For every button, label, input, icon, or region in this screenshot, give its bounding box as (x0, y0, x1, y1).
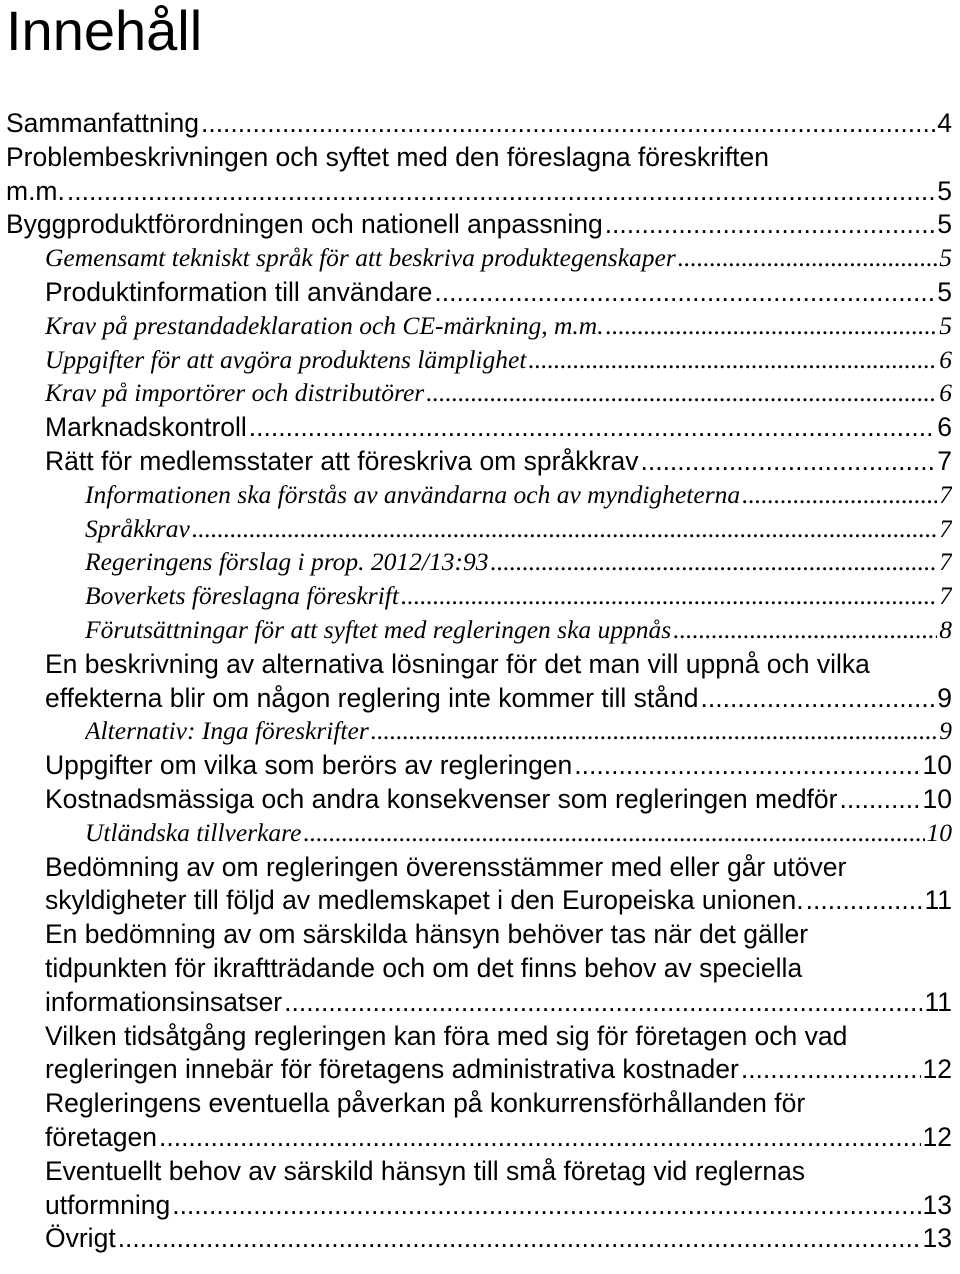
toc-entry[interactable] (85, 818, 952, 852)
toc-page-number: 7 (939, 479, 952, 509)
dot-leader (678, 243, 937, 273)
toc-line (85, 547, 952, 581)
toc-line (45, 1088, 952, 1122)
toc-entry[interactable] (85, 615, 952, 649)
toc-page-number: 9 (937, 682, 952, 713)
toc-entry-title: effekterna blir om någon reglering inte kommer till stånd (45, 682, 699, 713)
toc-page-number: 5 (937, 175, 952, 206)
toc-entry-title: En bedömning av om särskilda hänsyn behöver tas när det gäller (45, 919, 809, 950)
toc-entry-title: tidpunkten för ikraftträdande och om det finns behov av speciella (45, 952, 803, 983)
dot-leader (434, 277, 935, 308)
toc-entry[interactable] (45, 1088, 952, 1156)
dot-leader (118, 1223, 921, 1254)
dot-leader (605, 209, 936, 240)
toc-entry-title: företagen (45, 1121, 157, 1152)
toc-line (6, 176, 952, 210)
toc-line (45, 1021, 952, 1055)
toc-entry[interactable] (85, 581, 952, 615)
toc-entry[interactable] (45, 919, 952, 1020)
toc-line (85, 514, 952, 548)
toc-entry-title: Gemensamt tekniskt språk för att beskriva produktegenskaper (45, 243, 676, 273)
toc-page-number: 11 (924, 986, 952, 1017)
toc-page-number: 5 (937, 277, 952, 307)
toc-page-number: 9 (939, 716, 952, 746)
toc-entry[interactable] (45, 446, 952, 480)
toc-page-number: 11 (924, 885, 952, 916)
toc-line (45, 311, 952, 345)
toc-entry-title: Övrigt (45, 1223, 116, 1254)
toc-entry-title: Boverkets föreslagna föreskrift (85, 581, 399, 611)
toc-entry[interactable] (6, 142, 952, 210)
toc-line (45, 1156, 952, 1190)
toc-entry-title: Vilken tidsåtgång regleringen kan föra med sig för företagen och vad (45, 1020, 848, 1051)
toc-entry[interactable] (6, 108, 952, 142)
dot-leader (574, 750, 920, 781)
toc-entry[interactable] (85, 716, 952, 750)
dot-leader (606, 311, 938, 341)
toc-entry-title: Byggproduktförordningen och nationell anpassning (6, 209, 603, 240)
dot-leader (401, 581, 937, 611)
toc-line (45, 953, 952, 987)
toc-page-number: 13 (922, 1223, 952, 1254)
toc-page-number: 13 (922, 1189, 952, 1220)
toc-entry-title: Regeringens förslag i prop. 2012/13:93 (85, 547, 489, 577)
dot-leader (371, 716, 938, 746)
toc-page-number: 6 (939, 378, 952, 408)
dot-leader (303, 818, 924, 848)
toc-line (85, 480, 952, 514)
toc-entry-title: utformning (45, 1189, 171, 1220)
toc-line (45, 446, 952, 480)
toc-entry-title: Kostnadsmässiga och andra konsekvenser som regleringen medför (45, 784, 838, 814)
toc-page-number: 8 (939, 615, 952, 644)
dot-leader (159, 1122, 921, 1153)
toc-entry-title: Bedömning av om regleringen överensstämmer med eller går utöver (45, 851, 847, 882)
toc-entry-title: Förutsättningar för att syftet med regleringen ska uppnås (85, 615, 672, 644)
toc-line (45, 987, 952, 1021)
toc-line (45, 412, 952, 446)
toc-entry[interactable] (45, 649, 952, 717)
dot-leader (640, 446, 935, 477)
toc-entry[interactable] (45, 243, 952, 277)
toc-entry[interactable] (6, 209, 952, 243)
toc-entry-title: Problembeskrivningen och syftet med den föreslagna föreskriften (6, 141, 770, 172)
toc-line (45, 378, 952, 412)
toc-line (6, 209, 952, 243)
dot-leader (806, 885, 923, 916)
toc-page-number: 12 (922, 1121, 952, 1152)
toc-line (45, 919, 952, 953)
toc-entry-title: Produktinformation till användare (45, 277, 433, 307)
toc-entry-title: informationsinsatser (45, 986, 283, 1017)
toc-line (45, 1190, 952, 1224)
toc-line (85, 818, 952, 852)
toc-entry-title: Regleringens eventuella påverkan på konkurrensförhållanden för (45, 1088, 806, 1119)
dot-leader (701, 683, 936, 714)
toc-entry[interactable] (45, 784, 952, 818)
toc-line (45, 683, 952, 717)
toc-entry-title: Krav på importörer och distributörer (45, 378, 425, 408)
toc-line (45, 345, 952, 379)
toc-entry-title: Sammanfattning (6, 108, 199, 138)
toc-entry-title: Utländska tillverkare (85, 817, 302, 847)
toc-line (45, 1122, 952, 1156)
toc-entry[interactable] (85, 514, 952, 548)
toc-entry[interactable] (45, 412, 952, 446)
toc-line (45, 750, 952, 784)
toc-line (45, 1223, 952, 1257)
toc-page-number: 7 (939, 513, 952, 543)
toc-line (85, 716, 952, 750)
toc-page-number: 5 (939, 310, 952, 340)
toc-entry[interactable] (45, 311, 952, 345)
dot-leader (742, 480, 937, 510)
toc-page-number: 6 (937, 412, 952, 443)
toc-entry[interactable] (45, 277, 952, 311)
toc-entry[interactable] (45, 750, 952, 784)
dot-leader (528, 345, 937, 375)
dot-leader (426, 378, 937, 408)
dot-leader (673, 615, 937, 645)
dot-leader (249, 412, 935, 443)
toc-page-number: 5 (939, 243, 952, 273)
toc-page-number: 7 (939, 547, 952, 577)
toc-entry-title: m.m. (6, 175, 65, 206)
toc-page-number: 12 (922, 1054, 952, 1085)
toc-entry-title: Marknadskontroll (45, 412, 247, 443)
toc-page-number: 10 (922, 784, 952, 814)
toc-page-number: 10 (926, 817, 952, 847)
toc-entry[interactable] (45, 852, 952, 920)
dot-leader (192, 514, 937, 544)
toc-page-number: 6 (939, 344, 952, 374)
toc-entry-title: Alternativ: Inga föreskrifter (85, 716, 369, 746)
toc-entry-title: skyldigheter till följd av medlemskapet i den Europeiska unionen. (45, 885, 804, 916)
toc-entry-title: Språkkrav (85, 513, 190, 543)
toc-line (45, 649, 952, 683)
toc-line (45, 277, 952, 311)
toc-line (6, 142, 952, 176)
toc-entry[interactable] (45, 1021, 952, 1089)
toc-page-number: 10 (922, 750, 952, 781)
toc-line (45, 885, 952, 919)
dot-leader (201, 108, 935, 139)
dot-leader (491, 547, 938, 577)
toc-line (45, 1054, 952, 1088)
toc-entry[interactable] (45, 1156, 952, 1224)
dot-leader (172, 1190, 920, 1221)
toc-line (45, 243, 952, 277)
page-title: Innehåll (6, 0, 203, 62)
toc-entry-title: Krav på prestandadeklaration och CE-märkning, m.m. (45, 310, 604, 340)
toc-entry[interactable] (45, 378, 952, 412)
toc-entry[interactable] (85, 480, 952, 514)
toc-line (85, 615, 952, 649)
toc-entry[interactable] (45, 1223, 952, 1257)
toc-line (85, 581, 952, 615)
toc-entry-title: regleringen innebär för företagens administrativa kostnader (45, 1054, 739, 1085)
toc-entry-title: Eventuellt behov av särskild hänsyn till små företag vid reglernas (45, 1155, 806, 1186)
toc-entry[interactable] (45, 345, 952, 379)
toc-entry-title: Rätt för medlemsstater att föreskriva om språkkrav (45, 446, 639, 476)
toc-page-number: 4 (937, 108, 952, 138)
dot-leader (67, 176, 935, 207)
toc-line (45, 852, 952, 886)
dot-leader (741, 1054, 921, 1085)
toc-entry[interactable] (85, 547, 952, 581)
toc-entry-title: Uppgifter för att avgöra produktens lämplighet (45, 344, 527, 374)
toc-line (45, 784, 952, 818)
dot-leader (839, 784, 920, 815)
toc-page-number: 7 (939, 581, 952, 611)
toc-entry-title: En beskrivning av alternativa lösningar för det man vill uppnå och vilka (45, 648, 870, 679)
dot-leader (284, 987, 922, 1018)
toc-page-number: 7 (937, 446, 952, 476)
toc-page-number: 5 (937, 209, 952, 240)
toc-entry-title: Uppgifter om vilka som berörs av regleringen (45, 750, 573, 781)
toc-line (6, 108, 952, 142)
toc-entry-title: Informationen ska förstås av användarna och av myndigheterna (85, 479, 741, 509)
